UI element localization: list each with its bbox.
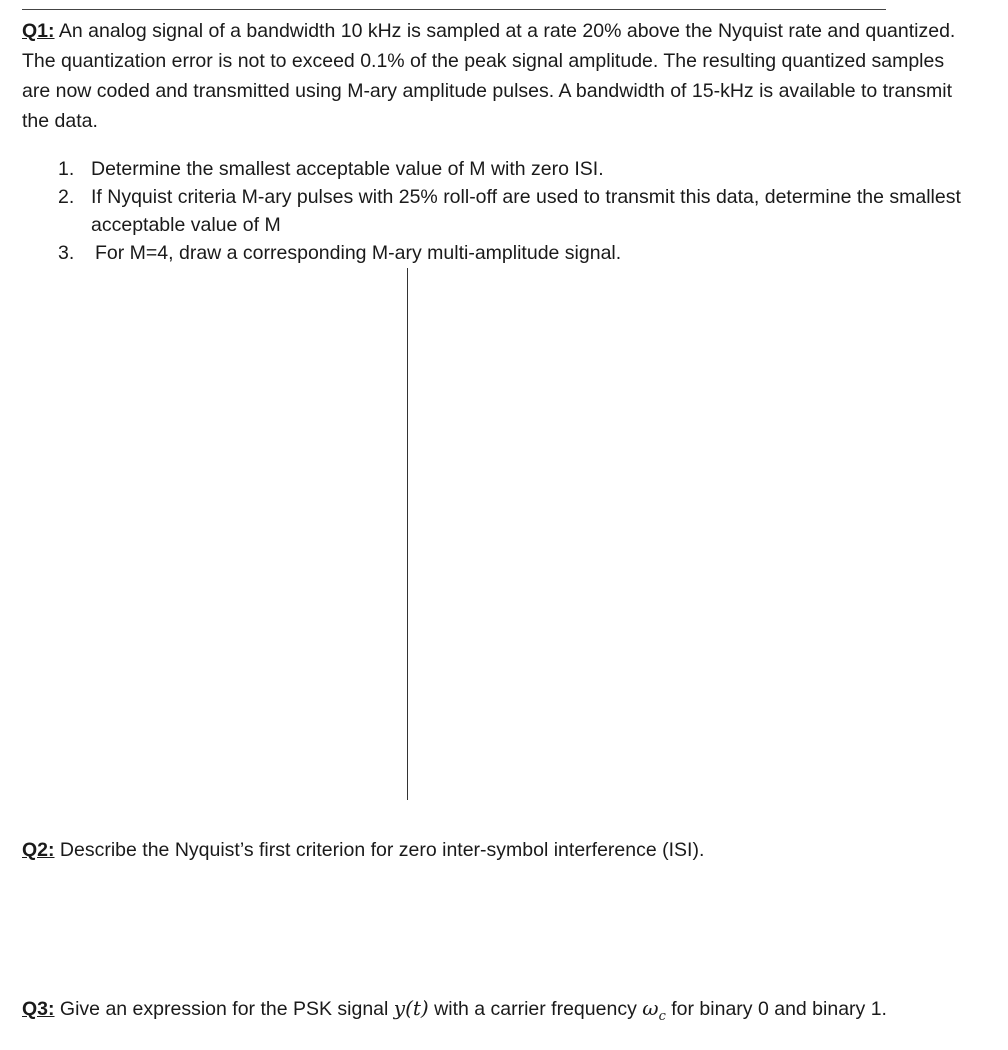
list-item	[58, 155, 963, 183]
list-item-number: 3.	[58, 242, 75, 264]
question-1-prompt	[22, 16, 962, 136]
list-item-number: 1.	[58, 158, 75, 180]
vertical-divider-line	[407, 268, 408, 800]
question-2-prompt	[22, 836, 982, 864]
question-3-body-start: Give an expression for the PSK signal	[54, 998, 394, 1020]
question-3-label: Q3:	[22, 998, 55, 1020]
question-3-body-end: for binary 0 and binary 1.	[665, 998, 887, 1020]
question-3-body-middle: with a carrier frequency	[428, 998, 643, 1020]
list-item	[58, 183, 963, 239]
signal-expression: y(t)	[393, 996, 429, 1020]
question-2-body: Describe the Nyquist’s first criterion for zero inter-symbol interference (ISI).	[54, 839, 705, 861]
carrier-omega: ω	[642, 996, 659, 1020]
list-item-number: 2.	[58, 186, 75, 208]
list-item-text: Determine the smallest acceptable value of M with zero ISI.	[91, 158, 604, 180]
question-1-subparts	[58, 155, 963, 267]
list-item	[58, 239, 963, 267]
question-1-body: An analog signal of a bandwidth 10 kHz is sampled at a rate 20% above the Nyquist rate and quantized. The quantization error is not to exceed 0.1% of the peak signal amplitude. The resulting quantized samples are now coded and transmitted using M-ary amplitude pulses. A bandwidth of 15-kHz is available to transmit the data.	[22, 20, 956, 132]
question-3-prompt	[22, 994, 997, 1031]
question-1-label: Q1:	[22, 20, 55, 42]
carrier-subscript: c	[658, 1009, 666, 1024]
question-2-label: Q2:	[22, 839, 55, 861]
list-item-text: For M=4, draw a corresponding M-ary multi-amplitude signal.	[95, 242, 622, 264]
top-divider-line	[22, 9, 886, 10]
list-item-text: If Nyquist criteria M-ary pulses with 25% roll-off are used to transmit this data, determine the smallest acceptable value of M	[91, 186, 961, 236]
carrier-frequency-symbol	[642, 996, 666, 1024]
